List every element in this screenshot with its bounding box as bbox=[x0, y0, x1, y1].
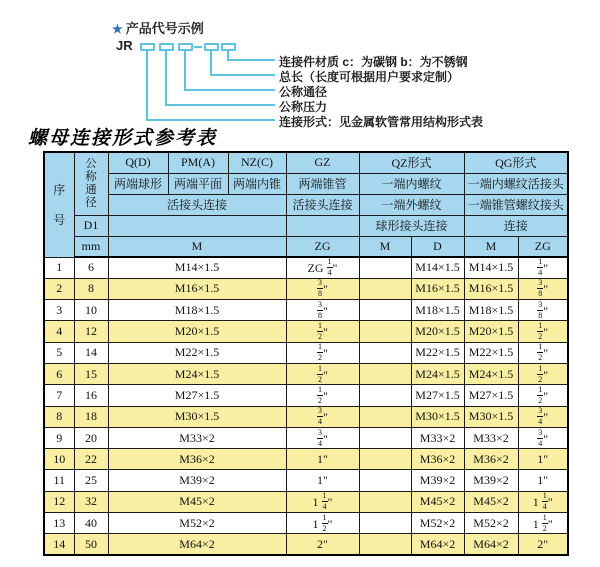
cell-qz-m bbox=[359, 491, 411, 512]
cell-qg-zg: $\frac{3}{8}$ " bbox=[518, 300, 568, 321]
code-box-5 bbox=[221, 43, 236, 51]
cell-qz-m bbox=[359, 321, 411, 342]
cell-qz-m bbox=[359, 300, 411, 321]
cell-qz-m bbox=[359, 427, 411, 448]
cell-gz-zg: 1 $\frac{1}{4}$ " bbox=[286, 491, 359, 512]
stacked-fraction: $\frac{3}{8}$ bbox=[318, 299, 323, 320]
cell-qg-zg: 1" bbox=[518, 449, 568, 470]
cell-qg-m: M22×1.5 bbox=[464, 342, 518, 363]
code-label-connection: 连接形式：见金属软管常用结构形式表 bbox=[279, 115, 484, 129]
connector-line-horizontal bbox=[210, 74, 275, 76]
connector-line-horizontal bbox=[184, 89, 275, 91]
cell-qz-m bbox=[359, 363, 411, 384]
cell-dn: 25 bbox=[74, 470, 108, 491]
star-icon: ★ bbox=[112, 22, 123, 36]
cell-serial: 12 bbox=[44, 491, 74, 512]
cell-dn: 32 bbox=[74, 491, 108, 512]
stacked-fraction: $\frac{3}{4}$ bbox=[538, 427, 543, 448]
cell-dn: 12 bbox=[74, 321, 108, 342]
cell-qz-d: M18×1.5 bbox=[411, 300, 464, 321]
table-row bbox=[44, 300, 568, 321]
stacked-fraction: $\frac{3}{8}$ bbox=[538, 299, 543, 320]
header-row-4 bbox=[44, 215, 568, 236]
qz-m-label: M bbox=[359, 236, 411, 257]
table-row bbox=[44, 278, 568, 299]
header-row-2 bbox=[44, 173, 568, 194]
cell-qz-d: M45×2 bbox=[411, 491, 464, 512]
table-row bbox=[44, 470, 568, 491]
cell-qg-zg: $\frac{3}{4}$ " bbox=[518, 406, 568, 427]
cell-qg-zg: 1" bbox=[518, 470, 568, 491]
cell-qg-zg: $\frac{3}{8}$ " bbox=[518, 278, 568, 299]
qz-d-label: D bbox=[411, 236, 464, 257]
header-row-5 bbox=[44, 236, 568, 257]
cell-qz-m bbox=[359, 513, 411, 534]
cell-serial: 13 bbox=[44, 513, 74, 534]
diagram-title bbox=[112, 18, 204, 37]
cell-qz-d: M64×2 bbox=[411, 534, 464, 555]
col-header-q: Q(D) bbox=[108, 152, 168, 173]
cell-gz-zg: $\frac{1}{2}$ " bbox=[286, 363, 359, 384]
cell-m: M24×1.5 bbox=[108, 363, 286, 384]
stacked-fraction: $\frac{3}{4}$ bbox=[318, 406, 323, 427]
desc-nz: 两端内锥 bbox=[228, 173, 286, 194]
table-row bbox=[44, 513, 568, 534]
cell-qg-zg: $\frac{1}{2}$ " bbox=[518, 363, 568, 384]
cell-qg-m: M18×1.5 bbox=[464, 300, 518, 321]
table-row bbox=[44, 321, 568, 342]
cell-gz-zg: 1" bbox=[286, 449, 359, 470]
cell-qz-d: M24×1.5 bbox=[411, 363, 464, 384]
desc-qg-2: 一端锥管螺纹接头 bbox=[464, 194, 568, 215]
cell-qz-d: M16×1.5 bbox=[411, 278, 464, 299]
connector-line-horizontal bbox=[146, 119, 275, 121]
desc-qg-1: 一端内螺纹活接头 bbox=[464, 173, 568, 194]
cell-gz-zg: $\frac{3}{8}$ " bbox=[286, 300, 359, 321]
cell-qz-m bbox=[359, 342, 411, 363]
cell-m: M39×2 bbox=[108, 470, 286, 491]
connector-line-vertical bbox=[210, 51, 212, 76]
stacked-fraction: $\frac{1}{2}$ bbox=[318, 342, 323, 363]
cell-qg-m: M52×2 bbox=[464, 513, 518, 534]
cell-qz-m bbox=[359, 257, 411, 278]
cell-qg-m: M36×2 bbox=[464, 449, 518, 470]
cell-dn: 8 bbox=[74, 278, 108, 299]
cell-m: M52×2 bbox=[108, 513, 286, 534]
stacked-fraction: $\frac{3}{8}$ bbox=[318, 278, 323, 299]
table-row bbox=[44, 491, 568, 512]
col-header-pm: PM(A) bbox=[168, 152, 228, 173]
stacked-fraction: $\frac{1}{2}$ bbox=[318, 384, 323, 405]
code-dash bbox=[194, 46, 202, 48]
cell-qz-d: M27×1.5 bbox=[411, 385, 464, 406]
cell-gz-zg: 1" bbox=[286, 470, 359, 491]
empty-cell bbox=[108, 215, 286, 236]
stacked-fraction: $\frac{1}{4}$ bbox=[322, 491, 327, 512]
cell-qz-m bbox=[359, 534, 411, 555]
cell-m: M45×2 bbox=[108, 491, 286, 512]
cell-gz-zg: 1 $\frac{1}{2}$ " bbox=[286, 513, 359, 534]
diagram-title-text: 产品代号示例 bbox=[125, 21, 204, 36]
col-header-gz: GZ bbox=[286, 152, 359, 173]
cell-dn: 15 bbox=[74, 363, 108, 384]
stacked-fraction: $\frac{1}{4}$ bbox=[542, 491, 547, 512]
cell-qg-m: M45×2 bbox=[464, 491, 518, 512]
table-title: 螺母连接形式参考表 bbox=[28, 128, 218, 149]
col-header-diameter: 公称通径 bbox=[74, 152, 108, 215]
table-row bbox=[44, 257, 568, 278]
cell-qz-d: M39×2 bbox=[411, 470, 464, 491]
cell-gz-zg: $\frac{1}{2}$ " bbox=[286, 342, 359, 363]
cell-dn: 50 bbox=[74, 534, 108, 555]
cell-qz-d: M36×2 bbox=[411, 449, 464, 470]
union-connection: 活接头连接 bbox=[108, 194, 286, 215]
cell-qg-zg: $\frac{1}{4}$ " bbox=[518, 257, 568, 278]
code-box-4 bbox=[204, 43, 219, 51]
gz-union-connection: 活接头连接 bbox=[286, 194, 359, 215]
table-row bbox=[44, 427, 568, 448]
cell-qg-m: M14×1.5 bbox=[464, 257, 518, 278]
col-header-serial: 序号 bbox=[44, 152, 74, 257]
cell-gz-zg: $\frac{1}{2}$ " bbox=[286, 385, 359, 406]
table-row bbox=[44, 406, 568, 427]
table-row bbox=[44, 342, 568, 363]
stacked-fraction: $\frac{1}{2}$ bbox=[318, 321, 323, 342]
cell-m: M22×1.5 bbox=[108, 342, 286, 363]
stacked-fraction: $\frac{1}{2}$ bbox=[538, 363, 543, 384]
code-label-pressure: 公称压力 bbox=[279, 100, 328, 114]
table-row bbox=[44, 449, 568, 470]
stacked-fraction: $\frac{1}{2}$ bbox=[538, 321, 543, 342]
cell-qg-m: M27×1.5 bbox=[464, 385, 518, 406]
col-header-qz: QZ形式 bbox=[359, 152, 464, 173]
cell-qg-m: M33×2 bbox=[464, 427, 518, 448]
cell-qz-m bbox=[359, 470, 411, 491]
stacked-fraction: $\frac{3}{4}$ bbox=[318, 427, 323, 448]
header-row-1 bbox=[44, 152, 568, 173]
cell-dn: 10 bbox=[74, 300, 108, 321]
cell-qz-d: M52×2 bbox=[411, 513, 464, 534]
cell-serial: 2 bbox=[44, 278, 74, 299]
cell-m: M14×1.5 bbox=[108, 257, 286, 278]
cell-dn: 40 bbox=[74, 513, 108, 534]
code-label-length: 总长（长度可根据用户要求定制） bbox=[279, 70, 460, 84]
stacked-fraction: $\frac{1}{4}$ bbox=[538, 257, 543, 278]
cell-qz-m bbox=[359, 406, 411, 427]
cell-m: M64×2 bbox=[108, 534, 286, 555]
desc-q: 两端球形 bbox=[108, 173, 168, 194]
cell-qz-d: M30×1.5 bbox=[411, 406, 464, 427]
cell-gz-zg: $\frac{1}{2}$ " bbox=[286, 321, 359, 342]
cell-qg-m: M30×1.5 bbox=[464, 406, 518, 427]
stacked-fraction: $\frac{1}{2}$ bbox=[318, 363, 323, 384]
stacked-fraction: $\frac{1}{2}$ bbox=[538, 342, 543, 363]
stacked-fraction: $\frac{1}{2}$ bbox=[542, 512, 547, 533]
cell-dn: 6 bbox=[74, 257, 108, 278]
stacked-fraction: $\frac{1}{4}$ bbox=[327, 257, 332, 278]
qg-m-label: M bbox=[464, 236, 518, 257]
qg-connection: 连接 bbox=[464, 215, 568, 236]
cell-qz-d: M14×1.5 bbox=[411, 257, 464, 278]
header-row-3 bbox=[44, 194, 568, 215]
desc-gz: 两端锥管 bbox=[286, 173, 359, 194]
cell-qz-m bbox=[359, 278, 411, 299]
cell-qz-m bbox=[359, 449, 411, 470]
mm-label: mm bbox=[74, 236, 108, 257]
cell-m: M20×1.5 bbox=[108, 321, 286, 342]
code-label-diameter: 公称通径 bbox=[279, 85, 328, 99]
code-box-3 bbox=[178, 43, 193, 51]
cell-m: M33×2 bbox=[108, 427, 286, 448]
table-row bbox=[44, 363, 568, 384]
code-prefix: JR bbox=[116, 38, 133, 53]
cell-dn: 20 bbox=[74, 427, 108, 448]
connector-line-vertical bbox=[165, 51, 167, 106]
desc-qz-1: 一端内螺纹 bbox=[359, 173, 464, 194]
m-span-label: M bbox=[108, 236, 286, 257]
cell-m: M36×2 bbox=[108, 449, 286, 470]
connector-line-horizontal bbox=[165, 104, 275, 106]
cell-serial: 4 bbox=[44, 321, 74, 342]
cell-dn: 14 bbox=[74, 342, 108, 363]
cell-serial: 7 bbox=[44, 385, 74, 406]
cell-qg-zg: 1 $\frac{1}{4}$ " bbox=[518, 491, 568, 512]
connector-line-horizontal bbox=[227, 59, 275, 61]
cell-qz-d: M20×1.5 bbox=[411, 321, 464, 342]
cell-qg-zg: $\frac{3}{4}$ " bbox=[518, 427, 568, 448]
cell-qg-zg: $\frac{1}{2}$ " bbox=[518, 385, 568, 406]
code-label-material: 连接件材质 c：为碳钢 b：为不锈钢 bbox=[279, 55, 468, 69]
cell-serial: 1 bbox=[44, 257, 74, 278]
stacked-fraction: $\frac{1}{2}$ bbox=[538, 384, 543, 405]
stacked-fraction: $\frac{1}{2}$ bbox=[322, 512, 327, 533]
ball-connection: 球形接头连接 bbox=[359, 215, 464, 236]
connector-line-vertical bbox=[184, 51, 186, 91]
cell-serial: 9 bbox=[44, 427, 74, 448]
table-row bbox=[44, 385, 568, 406]
cell-dn: 16 bbox=[74, 385, 108, 406]
cell-gz-zg: ZG $\frac{1}{4}$ " bbox=[286, 257, 359, 278]
desc-pm: 两端平面 bbox=[168, 173, 228, 194]
cell-gz-zg: $\frac{3}{4}$ " bbox=[286, 427, 359, 448]
cell-dn: 22 bbox=[74, 449, 108, 470]
cell-qz-d: M22×1.5 bbox=[411, 342, 464, 363]
col-header-nz: NZ(C) bbox=[228, 152, 286, 173]
cell-qg-zg: 1 $\frac{1}{2}$ " bbox=[518, 513, 568, 534]
cell-gz-zg: $\frac{3}{4}$ " bbox=[286, 406, 359, 427]
cell-dn: 18 bbox=[74, 406, 108, 427]
cell-qg-m: M24×1.5 bbox=[464, 363, 518, 384]
cell-qz-d: M33×2 bbox=[411, 427, 464, 448]
cell-m: M18×1.5 bbox=[108, 300, 286, 321]
table-row bbox=[44, 534, 568, 555]
cell-qz-m bbox=[359, 385, 411, 406]
code-box-2 bbox=[159, 43, 174, 51]
cell-gz-zg: 2" bbox=[286, 534, 359, 555]
cell-serial: 3 bbox=[44, 300, 74, 321]
cell-serial: 11 bbox=[44, 470, 74, 491]
cell-qg-zg: $\frac{1}{2}$ " bbox=[518, 321, 568, 342]
stacked-fraction: $\frac{3}{8}$ bbox=[538, 278, 543, 299]
qg-zg-label: ZG bbox=[518, 236, 568, 257]
cell-serial: 6 bbox=[44, 363, 74, 384]
stacked-fraction: $\frac{3}{4}$ bbox=[538, 406, 543, 427]
cell-qg-zg: $\frac{1}{2}$ " bbox=[518, 342, 568, 363]
cell-qg-m: M64×2 bbox=[464, 534, 518, 555]
zg-col-label: ZG bbox=[286, 236, 359, 257]
connector-line-vertical bbox=[146, 51, 148, 121]
cell-gz-zg: $\frac{3}{8}$ " bbox=[286, 278, 359, 299]
d1-label: D1 bbox=[74, 215, 108, 236]
cell-qg-zg: 2" bbox=[518, 534, 568, 555]
cell-m: M16×1.5 bbox=[108, 278, 286, 299]
code-box-1 bbox=[140, 43, 155, 51]
cell-qg-m: M20×1.5 bbox=[464, 321, 518, 342]
col-header-qg: QG形式 bbox=[464, 152, 568, 173]
reference-table bbox=[43, 151, 569, 556]
empty-cell bbox=[286, 215, 359, 236]
cell-serial: 10 bbox=[44, 449, 74, 470]
cell-m: M27×1.5 bbox=[108, 385, 286, 406]
cell-serial: 5 bbox=[44, 342, 74, 363]
cell-qg-m: M16×1.5 bbox=[464, 278, 518, 299]
cell-m: M30×1.5 bbox=[108, 406, 286, 427]
cell-serial: 14 bbox=[44, 534, 74, 555]
cell-serial: 8 bbox=[44, 406, 74, 427]
cell-qg-m: M39×2 bbox=[464, 470, 518, 491]
desc-qz-2: 一端外螺纹 bbox=[359, 194, 464, 215]
